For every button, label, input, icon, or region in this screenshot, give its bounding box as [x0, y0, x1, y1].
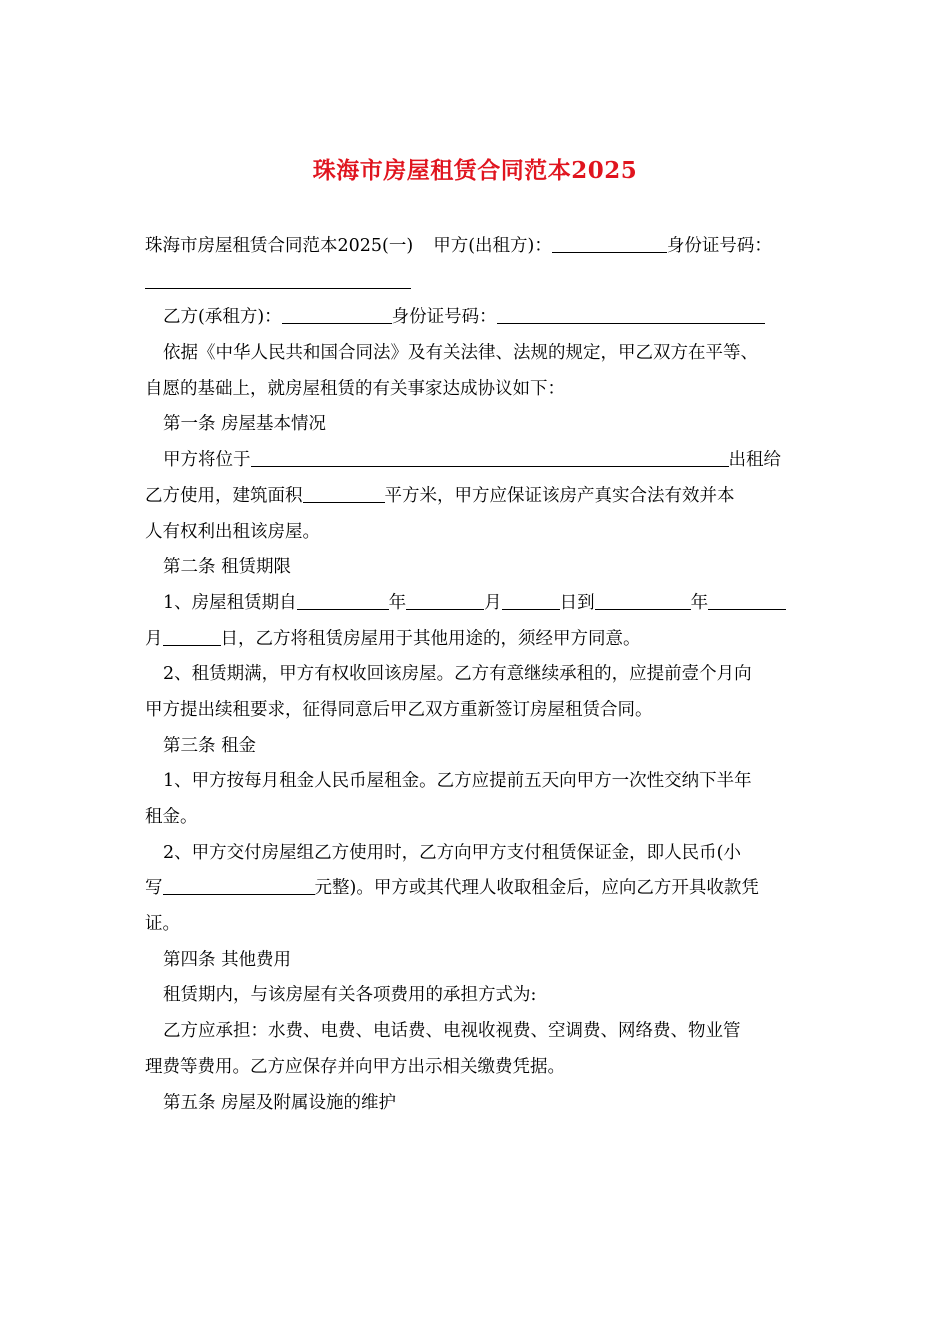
party-b-line	[145, 300, 807, 336]
article3-p2-line-2	[145, 871, 807, 907]
end-month-blank-part	[708, 589, 786, 610]
article2-line-1	[145, 586, 807, 622]
article1-text-1: 甲方将位于	[163, 450, 251, 471]
article3-p2-line-1: 2、甲方交付房屋组乙方使用时，乙方向甲方支付租赁保证金，即人民币(小	[163, 842, 741, 863]
article1-text-2: 出租给	[728, 450, 781, 471]
article3-p1-line-2: 租金。	[145, 807, 198, 827]
document-title: 珠海市房屋租赁合同范本2025	[312, 157, 638, 184]
article4-p2-line-2: 理费等费用。乙方应保存并向甲方出示相关缴费凭据。	[145, 1056, 565, 1077]
deposit-amount-blank	[163, 874, 315, 895]
article2-text-2: 日，乙方将租赁房屋用于其他用途的，须经甲方同意。	[220, 628, 641, 649]
article3-heading: 第三条 租金	[163, 735, 257, 756]
article2-p2-line-1: 2、租赁期满，甲方有权收回该房屋。乙方有意继续承租的，应提前壹个月向	[163, 664, 752, 685]
article2-heading: 第二条 租赁期限	[163, 557, 292, 578]
start-day-blank	[502, 589, 560, 610]
party-a-id-blank	[145, 268, 411, 289]
article1-heading: 第一条 房屋基本情况	[163, 414, 327, 435]
party-a-label: 甲方(出租方)：	[433, 236, 552, 256]
month-label: 月	[484, 592, 502, 613]
header-line	[145, 229, 807, 265]
party-a-id-label: 身份证号码：	[666, 236, 772, 256]
party-b-name-blank	[282, 303, 392, 324]
preamble-line-1: 依据《中华人民共和国合同法》及有关法律、法规的规定，甲乙双方在平等、	[163, 343, 758, 364]
year-label: 年	[388, 592, 407, 613]
article3-p2-line-3: 证。	[145, 914, 180, 935]
document-subtitle: 珠海市房屋租赁合同范本2025(一)	[145, 236, 414, 256]
end-day-blank	[163, 625, 221, 646]
day-to-label: 日到	[559, 592, 595, 613]
article1-text-3: 乙方使用，建筑面积	[145, 485, 303, 506]
article4-p1: 租赁期内，与该房屋有关各项费用的承担方式为:	[163, 985, 537, 1006]
end-year-blank	[595, 589, 691, 610]
start-year-blank	[297, 589, 389, 610]
article1-line-2	[145, 479, 807, 515]
header-line-2	[145, 265, 807, 301]
article3-text-w: 写	[145, 878, 163, 899]
property-location-blank	[251, 446, 729, 467]
preamble-line-2: 自愿的基础上，就房屋租赁的有关事家达成协议如下：	[145, 378, 565, 399]
article5-heading: 第五条 房屋及附属设施的维护	[163, 1092, 397, 1113]
article2-line-2	[145, 622, 807, 658]
floor-area-blank	[303, 482, 385, 503]
year-label-2: 年	[690, 592, 709, 613]
lease-term-text: 1、房屋租赁期自	[163, 592, 297, 613]
party-a-name-blank	[552, 232, 667, 253]
party-b-id-blank	[497, 303, 765, 324]
article4-p2-line-1: 乙方应承担：水费、电费、电话费、电视收视费、空调费、网络费、物业管	[163, 1021, 741, 1042]
article2-p2-line-2: 甲方提出续租要求，征得同意后甲乙双方重新签订房屋租赁合同。	[145, 699, 653, 720]
start-month-blank	[406, 589, 484, 610]
article1-text-4: 平方米，甲方应保证该房产真实合法有效并本	[384, 485, 735, 506]
article1-line-3: 人有权利出租该房屋。	[145, 521, 320, 542]
party-b-label: 乙方(承租方)：	[163, 307, 282, 328]
article3-p1-line-1: 1、甲方按每月租金人民币屋租金。乙方应提前五天向甲方一次性交纳下半年	[163, 771, 752, 792]
document-body	[145, 229, 807, 1121]
article4-heading: 第四条 其他费用	[163, 949, 292, 970]
month-label-2: 月	[145, 628, 163, 649]
article3-text-rest: 元整)。甲方或其代理人收取租金后，应向乙方开具收款凭	[314, 878, 759, 899]
article1-line-1	[145, 443, 807, 479]
party-b-id-label: 身份证号码：	[391, 307, 497, 328]
